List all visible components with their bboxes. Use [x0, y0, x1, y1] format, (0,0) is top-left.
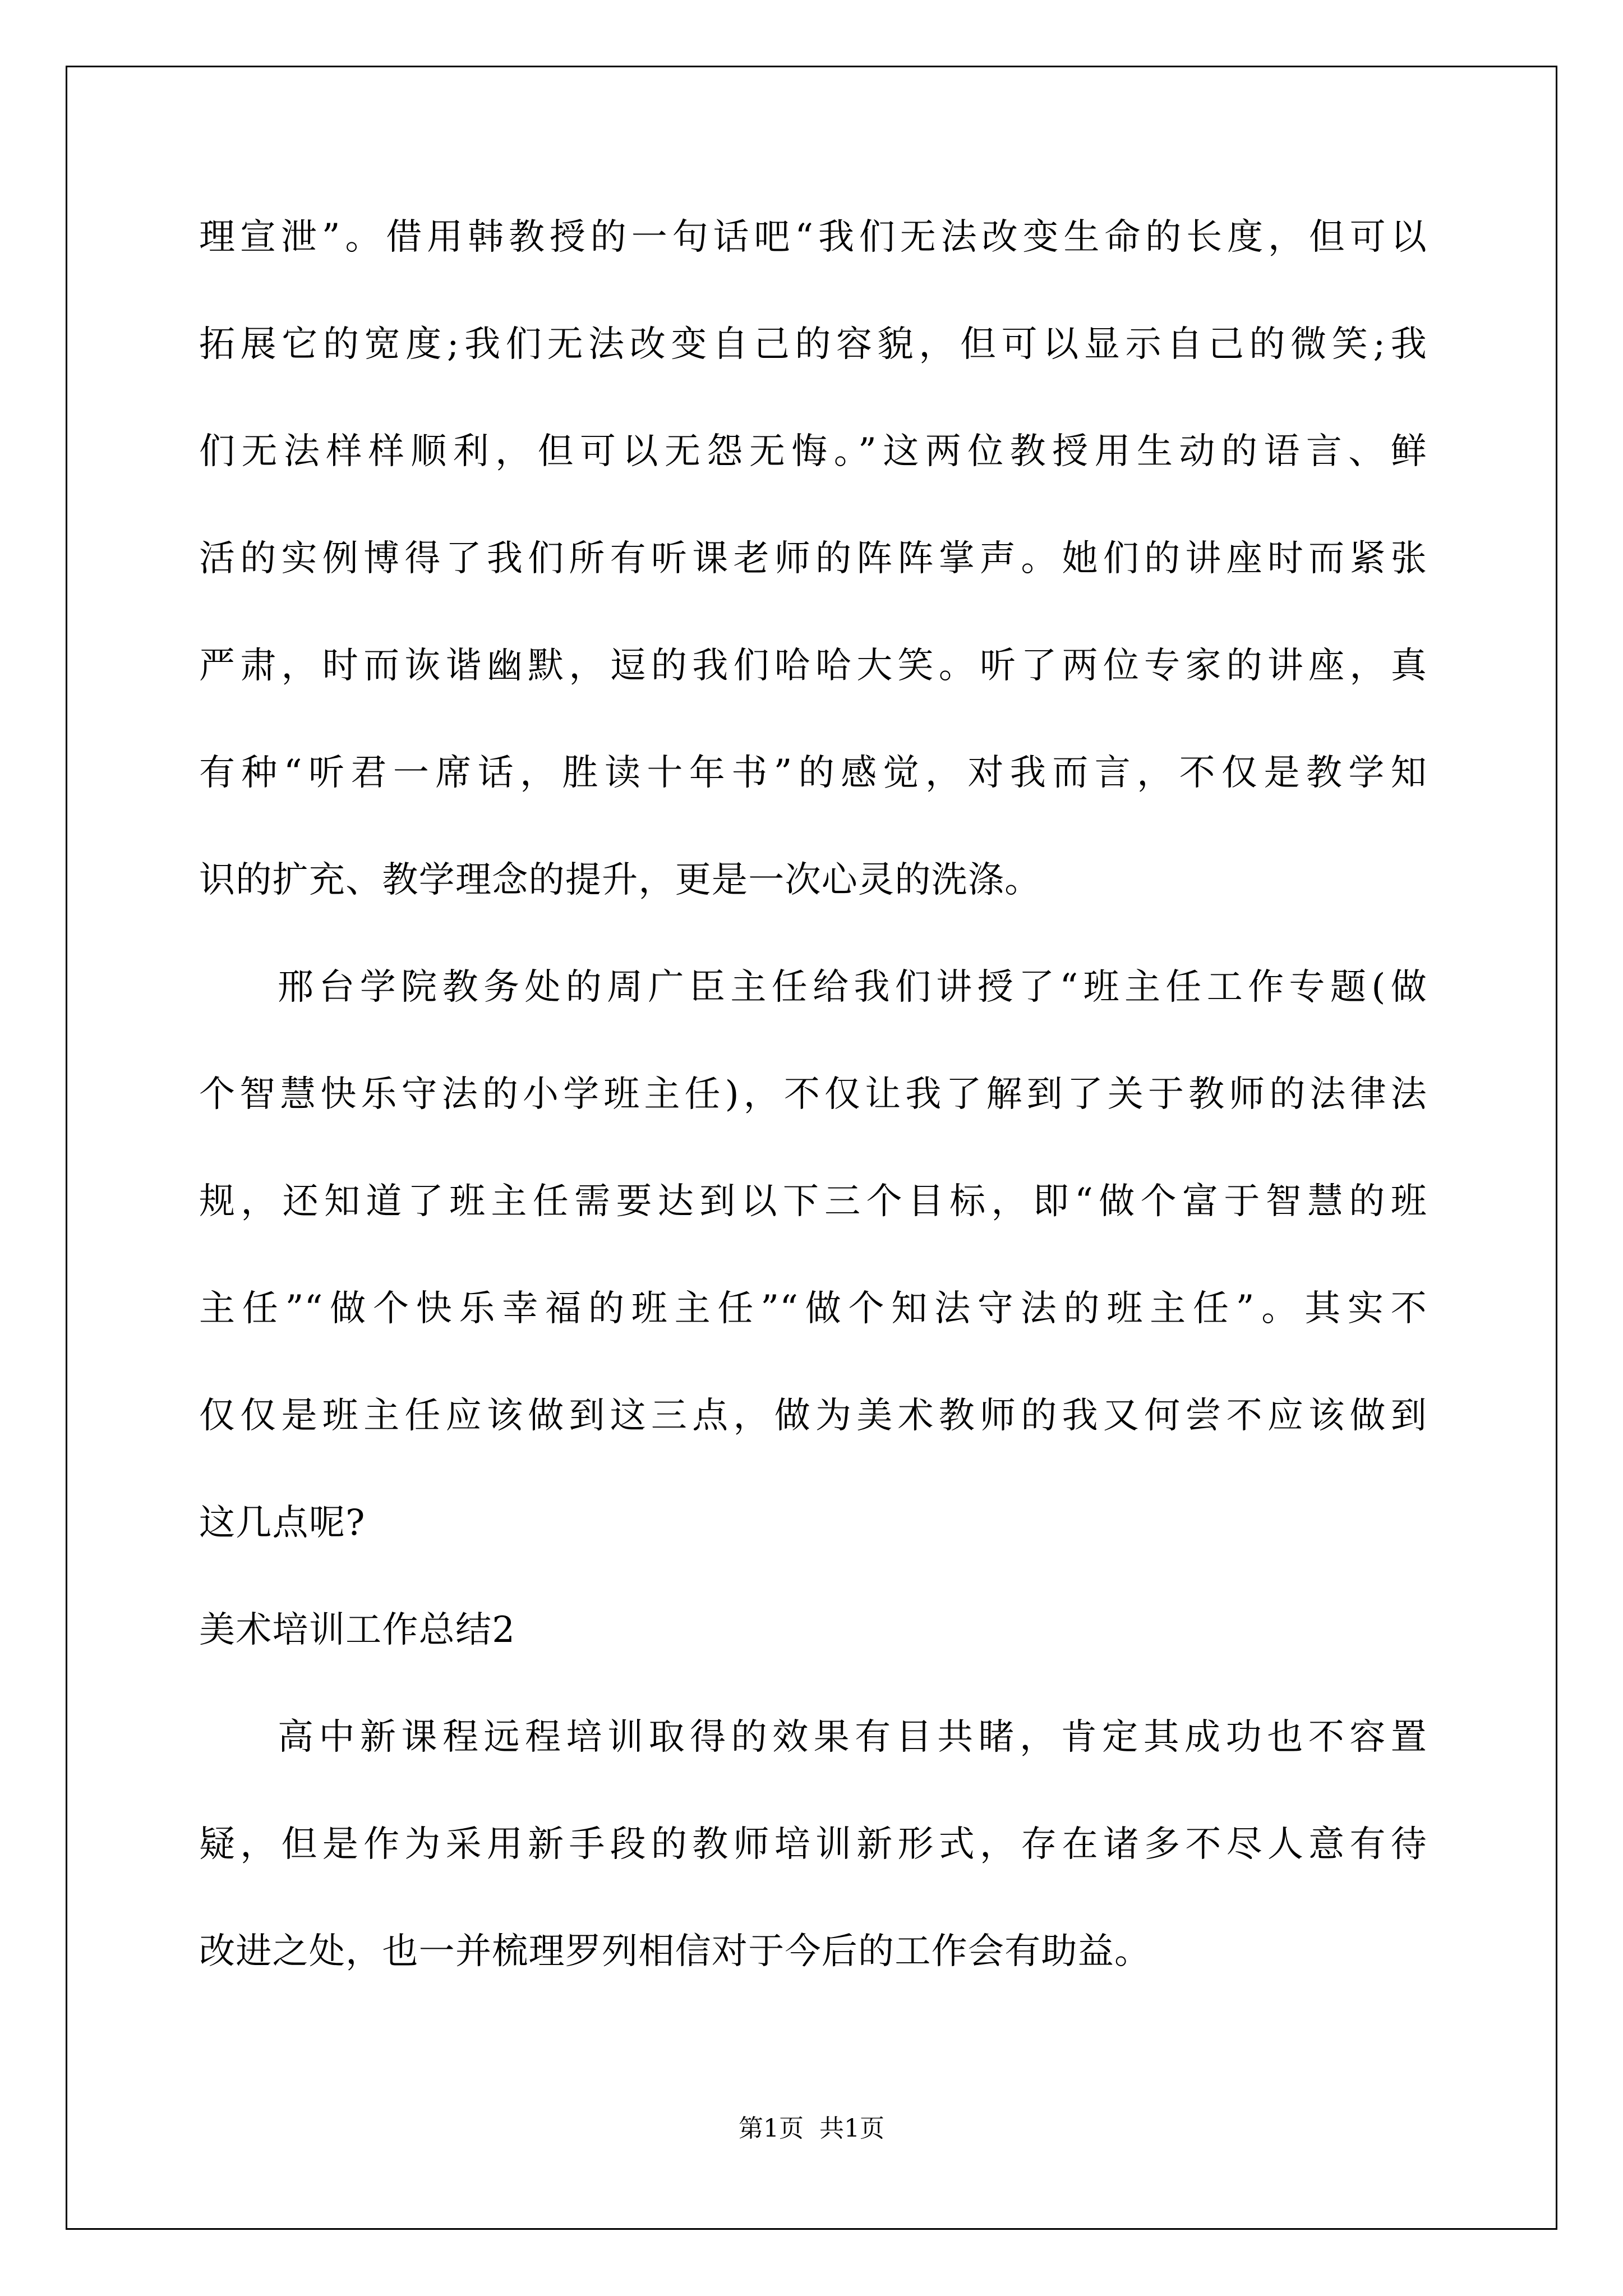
page-number: 第1页 — [739, 2114, 804, 2143]
section-heading: 美术培训工作总结2 — [199, 1609, 516, 1651]
text-line: 有种“听君一席话，胜读十年书”的感觉，对我而言，不仅是教学知 — [199, 752, 1427, 794]
paragraph-start-line: 高中新课程远程培训取得的效果有目共睹，肯定其成功也不容置 — [278, 1717, 1427, 1758]
text-line: 们无法样样顺利，但可以无怨无悔。”这两位教授用生动的语言、鲜 — [199, 431, 1427, 472]
text-line: 拓展它的宽度;我们无法改变自己的容貌，但可以显示自己的微笑;我 — [199, 324, 1427, 365]
text-line: 规，还知道了班主任需要达到以下三个目标，即“做个富于智慧的班 — [199, 1181, 1427, 1222]
text-line: 改进之处，也一并梳理罗列相信对于今后的工作会有助益。 — [199, 1931, 1151, 1972]
text-line: 疑，但是作为采用新手段的教师培训新形式，存在诸多不尽人意有待 — [199, 1824, 1427, 1865]
text-line: 识的扩充、教学理念的提升，更是一次心灵的洗涤。 — [199, 859, 1041, 901]
text-line: 严肃，时而诙谐幽默，逗的我们哈哈大笑。听了两位专家的讲座，真 — [199, 645, 1427, 687]
text-line: 个智慧快乐守法的小学班主任)，不仅让我了解到了关于教师的法律法 — [199, 1074, 1427, 1115]
page-total: 共1页 — [819, 2114, 884, 2143]
document-body — [199, 210, 1427, 2032]
paragraph-start-line: 邢台学院教务处的周广臣主任给我们讲授了“班主任工作专题(做 — [278, 967, 1427, 1008]
text-line: 主任”“做个快乐幸福的班主任”“做个知法守法的班主任”。其实不 — [199, 1288, 1427, 1329]
text-line: 这几点呢? — [199, 1502, 366, 1544]
text-line: 理宣泄”。借用韩教授的一句话吧“我们无法改变生命的长度，但可以 — [199, 217, 1427, 258]
text-line: 活的实例博得了我们所有听课老师的阵阵掌声。她们的讲座时而紧张 — [199, 538, 1427, 579]
page-footer — [0, 2112, 1623, 2146]
text-line: 仅仅是班主任应该做到这三点，做为美术教师的我又何尝不应该做到 — [199, 1395, 1427, 1437]
